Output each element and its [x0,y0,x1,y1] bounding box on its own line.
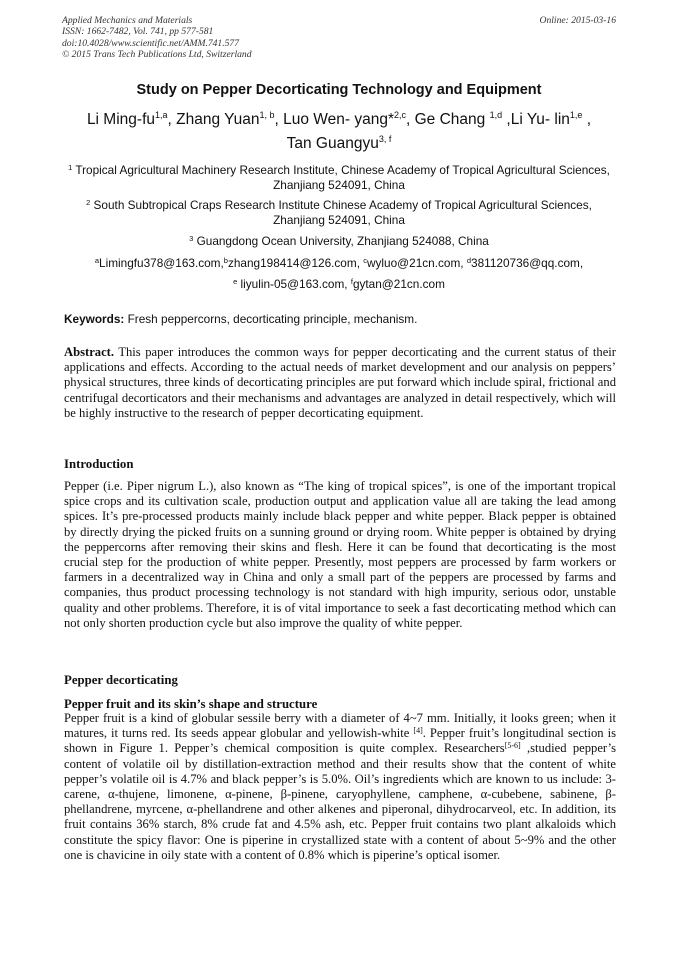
author: Zhang Yuan$^{1, b}$, [176,110,284,128]
email: $^e$ liyulin-05@163.com, [233,277,351,291]
abstract: Abstract. This paper introduces the common ways for pepper decorticating and the current status of their applications and effects. According to the actual needs of market development and our analysis on peppers’ physical structures, three kinds of decorticating principles are put forward which include spiral, frictional and centrifugal decorticators and their mechanisms and advantages are analyzed in detail respectively, which will be highly instructive to the research of pepper decorticating equipment. [64,345,616,420]
pepper-fruit-text: Pepper fruit is a kind of globular sessile berry with a diameter of 4~7 mm. Initially, it looks green; when it matures, it turns red. Its seeds appear globular and yellowish-white [4]. Pepper fruit’s longitudinal section is shown in Figure 1. Pepper’s chemical composition is quite complex. Researchers[5-6] ,studied pepper’s content of volatile oil by distillation-extraction method and their results show that the content of white pepper’s volatile oil is 4.7% and black pepper’s is 5.0%. Oil’s ingredients which are known to us include: 3-carene, α-thujene, limonene, α-pinene, β-pinene, caryophyllene, camphene, α-cubebene, sabinene, β-phellandrene, myrcene, α-phellandrene and other alkenes and piperonal, dihydrocarveol, etc. In addition, its fruit contains 36% starch, 8% crude fat and 4.5% ash, etc. Pepper fruit contains two plant alkaloids which constitute the spicy flavor: One is piperine in crystallized state with a content of about 5~9% and the other one is chavicine in oily state with a content of 0.8% which is piperine’s optical isomer. [64,711,616,862]
section-heading: Pepper decorticating [64,673,178,687]
author-list [62,108,616,156]
affiliation-2: $^2$ South Subtropical Craps Research Institute Chinese Academy of Tropical Agricultural Sciences, Zhanjiang 524091, China [86,198,592,227]
subsection-heading: Pepper fruit and its skin’s shape and structure [64,697,318,711]
citation: [5-6] [504,741,521,751]
author: Li Yu- lin$^{1,e}$ , [510,110,592,128]
author: Li Ming-fu$^{1,a}$, [86,110,177,128]
copyright-line: © 2015 Trans Tech Publications Ltd, Switzerland [62,49,252,61]
paper-title: Study on Pepper Decorticating Technology and Equipment [136,82,542,98]
email: $^b$zhang198414@126.com, [223,256,364,270]
email-list [62,256,616,271]
introduction-text: Pepper (i.e. Piper nigrum L.), also known as “The king of tropical spices”, is one of the important tropical spice crops and its cultivation scale, production output and application value all are taking the lead among spices. It’s pre-processed products mainly include black pepper and white pepper. Black pepper is obtained by directly drying the picked fruits on a sunning ground or drying room. White pepper is obtained by drying the peppercorns after removing their skins and flesh. Here it can be found that decorticating is the most crucial step for the production of white pepper. Presently, most peppers are processed by farm workers or farmers in a decentralized way in China and only a small part of the peppers are processed by farms and companies, thus product processing technology is not standard with high impurity, serious odor, unstable quality and other problems. Therefore, it is of vital importance to seek a fast decorticating method which can not only shorten production cycle but also improve the quality of white pepper. [64,479,616,630]
citation: [4] [413,726,423,736]
email: $^a$Limingfu378@163.com, [94,256,224,270]
keywords: Keywords: Fresh peppercorns, decorticating principle, mechanism. [64,312,418,326]
author: Luo Wen- yang*$^{2,c}$, [283,110,415,128]
affiliation-1: $^1$ Tropical Agricultural Machinery Research Institute, Chinese Academy of Tropical Agricultural Sciences, Zhanjiang 524091, China [68,163,610,192]
affiliation-3: $^3$ Guangdong Ocean University, Zhanjiang 524088, China [189,234,489,248]
author: Ge Chang $^{1,d}$ , [414,110,511,128]
issn-line: ISSN: 1662-7482, Vol. 741, pp 577-581 [62,26,214,38]
page-header [62,15,616,61]
online-date: Online: 2015-03-16 [539,15,616,26]
journal-name: Applied Mechanics and Materials [62,15,193,26]
email: $^d$381120736@qq.com, [466,256,584,270]
author: Tan Guangyu$^{3, f}$ [286,134,392,152]
introduction-heading: Introduction [64,457,134,471]
email-list-2 [62,277,616,292]
email: $^f$gytan@21cn.com [350,277,445,291]
doi-line: doi:10.4028/www.scientific.net/AMM.741.577 [62,37,240,49]
email: $^c$wyluo@21cn.com, [363,256,467,270]
